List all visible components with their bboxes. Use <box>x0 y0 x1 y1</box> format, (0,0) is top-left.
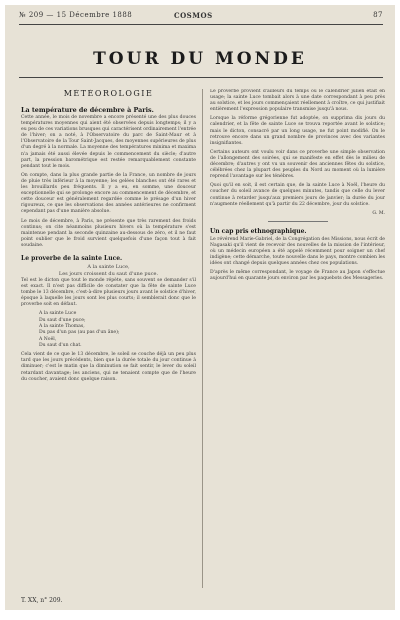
proverb-line: A la sainte Luce, <box>87 263 130 270</box>
paragraph: Lorsque la réforme grégorienne fut adoptée, on supprima dix jours du calendrier, et la fête de sainte Luce se trouva reportée avant le solstice; mais le dicton, consacré par un long usage, ne fut point modifié. On le retrouve encore dans un grand nombre de provinces avec des variantes insignifiantes. <box>210 116 385 146</box>
paragraph: Le proverbe provient d'ailleurs du temps où le calendrier julien était en usage; la sainte Luce tombait alors à une date correspondant à peu près au solstice, et les jours commençaient réellement à croître, ce qui justifiait entièrement l'expression populaire transmise jusqu'à nous. <box>210 89 385 113</box>
paragraph: Le mois de décembre, à Paris, ne présente que très rarement des froids continus; on cite néanmoins plusieurs hivers où la température s'est maintenue pendant la seconde quinzaine au-dessous de zéro, et il ne faut point oublier que le froid survient quelquefois d'une façon tout à fait soudaine. <box>21 218 196 248</box>
newspaper-page <box>5 5 395 610</box>
publication-name: COSMOS <box>174 11 213 20</box>
verse-line: A Noël, <box>39 336 57 342</box>
paragraph: Certains auteurs ont voulu voir dans ce proverbe une simple observation de l'allongement des soirées, qui se manifeste en effet dès le milieu de décembre; d'autres y ont vu un souvenir des anciennes fêtes du solstice, célébrées chez la plupart des peuples du Nord au moment où la lumière reprend l'avantage sur les ténèbres. <box>210 149 385 180</box>
verse-line: A la sainte Luce <box>39 311 77 317</box>
footer-volume: T. XX, n° 209. <box>21 597 63 604</box>
paragraph: Cette année, le mois de novembre a encore présenté une des plus douces températures moyennes qui aient été observées depuis longtemps; il y a eu peu de ces variations brusques qui caractérisent ordinairement l'entrée de l'hiver; on a noté, à l'Observatoire du parc de Saint-Maur et à l'Observatoire de la Tour Saint-Jacques, des moyennes supérieures de plus d'un degré à la normale. La moyenne des températures minima et maxima n'a jamais été aussi élevée depuis le commencement du siècle; d'autre part, la pression barométrique est restée remarquablement constante pendant tout le mois. <box>21 115 196 169</box>
paragraph: D'après le même correspondant, le voyage de France au Japon s'effectue aujourd'hui en quarante jours environ par les paquebots des Messageries. <box>210 270 385 282</box>
paragraph: On compte, dans la plus grande partie de la France, un nombre de jours de pluie très inférieur à la moyenne; les gelées blanches ont été rares et les brouillards peu fréquents. Il y a eu, en somme, une douceur exceptionnelle qui se prolonge encore au commencement de décembre, et cette douceur est généralement regardée comme le présage d'un hiver rigoureux, ce que les observations des années antérieures ne confirment cependant pas d'une manière absolue. <box>21 172 196 215</box>
page-title: TOUR DU MONDE <box>93 49 307 69</box>
article-title-proverb: Le proverbe de la sainte Luce. <box>21 254 123 262</box>
article-title-temperature: La température de décembre à Paris. <box>21 106 154 114</box>
verse-line: Du saut d'un chat. <box>39 342 82 348</box>
title-rule <box>19 77 383 78</box>
issue-date: № 209 — 15 Décembre 1888 <box>19 11 133 19</box>
paragraph: Quoi qu'il en soit, il est certain que, de la sainte Luce à Noël, l'heure du coucher du soleil avance de quelques minutes, tandis que celle du lever continue à retarder jusqu'aux premiers jours de janvier; la durée du jour n'augmente réellement qu'à partir du 22 décembre, jour du solstice. <box>210 183 385 207</box>
verse-block <box>21 311 196 349</box>
header-rule <box>19 24 383 25</box>
separator-rule <box>268 221 328 222</box>
page-number: 87 <box>373 11 383 19</box>
proverb-line: Les jours croissent du saut d'une puce. <box>58 270 159 277</box>
column-divider <box>202 89 203 588</box>
article-title-ethnography: Un cap pris ethnographique. <box>210 227 307 235</box>
right-column <box>210 89 385 590</box>
verse-line: Du pas d'un pas (au pas d'un âne); <box>39 330 120 336</box>
running-header <box>19 9 383 23</box>
paragraph: Le révérend Marie-Gabriel, de la Congrégation des Missions, nous écrit de Nagasaki qu'il vient de recevoir des nouvelles de la mission de l'intérieur, où un médecin européen a été appelé récemment pour soigner un chef indigène; cette démarche, toute nouvelle dans le pays, montre combien les idées ont changé depuis quelques années chez ces populations. <box>210 236 385 267</box>
verse-line: Du saut d'une puce; <box>39 317 86 323</box>
paragraph: Cela vient de ce que le 13 décembre, le soleil se couche déjà un peu plus tard que les jours précédents, bien que la durée totale du jour continue à diminuer; c'est le matin que la diminution se fait sentir, le lever du soleil retardant davantage; les anciens, qui ne tenaient compte que de l'heure du coucher, avaient donc quelque raison. <box>21 352 196 382</box>
author-signature: G. M. <box>372 210 385 216</box>
left-column <box>21 89 196 590</box>
paragraph: Tel est le dicton que tout le monde répète, sans souvent se demander s'il est exact. Il n'est pas difficile de constater que la fête de sainte Luce tombe le 13 décembre, c'est-à-dire plusieurs jours avant le solstice d'hiver, époque à laquelle les jours sont les plus courts; il semblerait donc que le proverbe soit en défaut. <box>21 277 196 308</box>
verse-line: A la sainte Thomas, <box>39 324 85 330</box>
section-heading: MÉTÉOROLOGIE <box>63 89 154 98</box>
